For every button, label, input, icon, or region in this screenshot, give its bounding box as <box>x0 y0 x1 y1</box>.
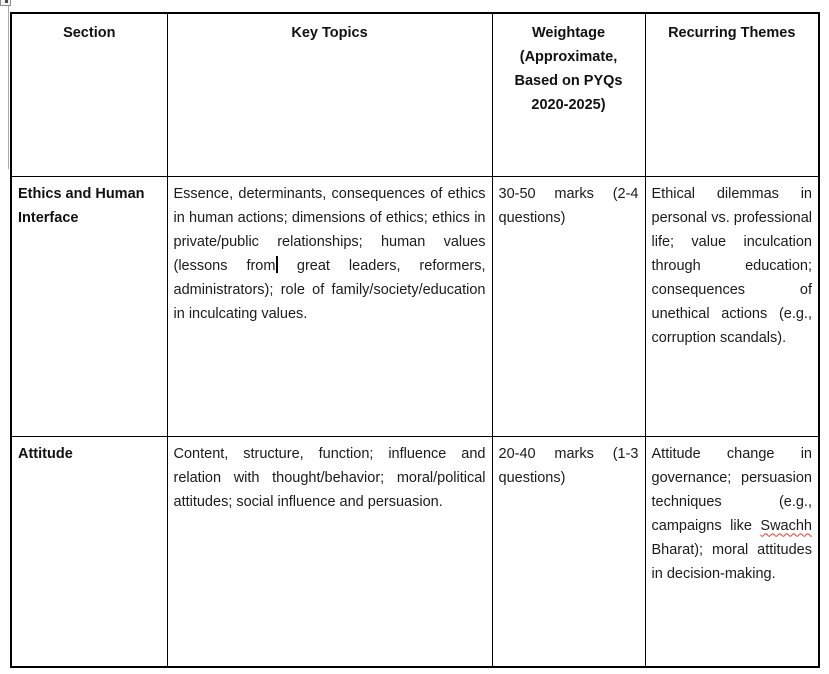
col-header-recurring-themes[interactable]: Recurring Themes <box>645 13 819 176</box>
cell-themes-ethics[interactable]: Ethical dilemmas in personal vs. professional life; value inculcation through education; consequences of unethical actions (e.g., corruption scandals). <box>645 176 819 436</box>
scrollbar-fragment-icon <box>0 0 11 6</box>
cell-key-topics-ethics[interactable] <box>167 176 492 436</box>
table-header-row <box>11 13 819 176</box>
cell-weightage-ethics[interactable]: 30-50 marks (2-4 questions) <box>492 176 645 436</box>
misspelled-word: Swachh <box>760 517 812 534</box>
window-edge-line <box>8 6 9 169</box>
text-cursor <box>276 256 278 273</box>
table-row-ethics <box>11 176 819 436</box>
cell-section-ethics[interactable]: Ethics and Human Interface <box>11 176 167 436</box>
syllabus-table <box>10 12 820 668</box>
col-header-weightage[interactable]: Weightage (Approximate, Based on PYQs 2020-2025) <box>492 13 645 176</box>
themes-text-before-misspelling: Attitude change in governance; persuasion techniques (e.g., campaigns like <box>651 445 812 534</box>
cell-themes-attitude[interactable] <box>645 436 819 667</box>
col-header-key-topics[interactable]: Key Topics <box>167 13 492 176</box>
cell-section-attitude[interactable]: Attitude <box>11 436 167 667</box>
cell-weightage-attitude[interactable]: 20-40 marks (1-3 questions) <box>492 436 645 667</box>
col-header-section[interactable]: Section <box>11 13 167 176</box>
table-row-attitude <box>11 436 819 667</box>
cell-key-topics-attitude[interactable]: Content, structure, function; influence and relation with thought/behavior; moral/political attitudes; social influence and persuasion. <box>167 436 492 667</box>
key-topics-text-after-cursor: great leaders, reformers, administrators); role of family/society/education in inculcating values. <box>173 257 486 322</box>
key-topics-text-before-cursor: Essence, determinants, consequences of ethics in human actions; dimensions of ethics; ethics in private/public relationships; human values (lessons from <box>173 185 486 274</box>
themes-text-after-misspelling: Bharat); moral attitudes in decision-making. <box>651 541 812 582</box>
